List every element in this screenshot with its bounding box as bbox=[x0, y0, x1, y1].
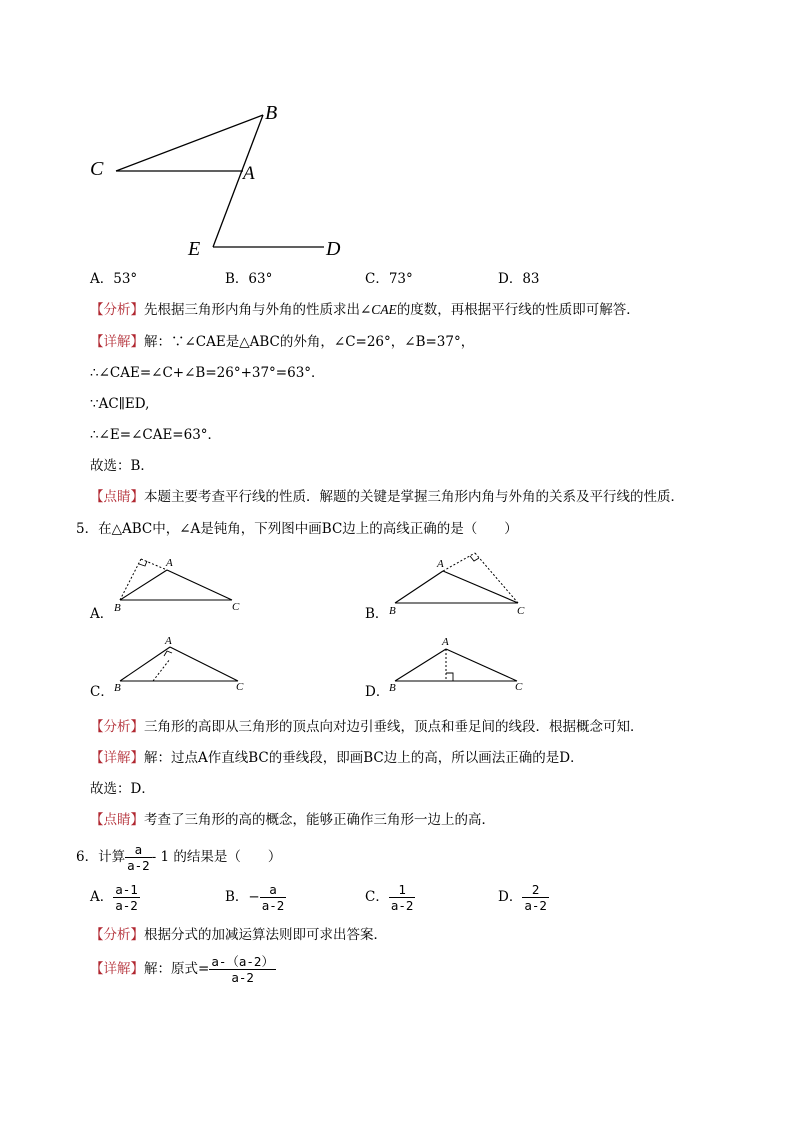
svg-text:A: A bbox=[437, 558, 444, 570]
option-label: A． bbox=[90, 889, 114, 905]
q5-comment bbox=[90, 811, 495, 829]
analysis-text: 三角形的高即从三角形的顶点向对边引垂线，顶点和垂足间的线段．根据概念可知． bbox=[144, 719, 644, 735]
svg-text:B: B bbox=[389, 605, 396, 617]
option-label: D． bbox=[498, 889, 523, 905]
label-a: A bbox=[243, 163, 255, 184]
detail-tag: 【详解】 bbox=[90, 334, 144, 350]
q5-option-b-label: B． bbox=[365, 606, 389, 622]
option-fraction: $\frac{1}{a-2}$ bbox=[390, 882, 414, 913]
svg-text:B: B bbox=[389, 682, 396, 694]
analysis-tag: 【分析】 bbox=[90, 719, 144, 735]
option-label: B． bbox=[225, 889, 249, 905]
detail-prefix: 解：原式= bbox=[144, 961, 210, 977]
q4-option-a: A．53° bbox=[90, 271, 138, 287]
q4-comment bbox=[90, 488, 684, 506]
detail-tag: 【详解】 bbox=[90, 750, 144, 766]
q6-question-suffix: - 1 的结果是（ ） bbox=[151, 849, 282, 865]
svg-text:C: C bbox=[517, 605, 525, 617]
svg-text:B: B bbox=[114, 602, 121, 614]
q6-option-c bbox=[365, 878, 415, 916]
q6-question-prefix: 6．计算 bbox=[76, 849, 126, 865]
detail-text: 解：∵∠CAE是△ABC的外角，∠C=26°，∠B=37°， bbox=[144, 334, 475, 350]
svg-text:C: C bbox=[236, 681, 244, 693]
q4-detail bbox=[90, 333, 474, 351]
svg-text:C: C bbox=[232, 601, 240, 613]
q5-figure-c bbox=[110, 633, 250, 695]
label-b: B bbox=[265, 102, 278, 124]
detail-text: 解：过点A作直线BC的垂线段，即画BC边上的高，所以画法正确的是D． bbox=[144, 750, 584, 766]
q4-option-d: D．83 bbox=[498, 271, 540, 287]
q4-detail-line-3: ∵AC∥ED, bbox=[90, 396, 150, 412]
option-fraction: $\frac{a-1}{a-2}$ bbox=[115, 882, 138, 913]
q4-detail-line-4: ∴∠E=∠CAE=63°． bbox=[90, 427, 222, 443]
analysis-tag: 【分析】 bbox=[90, 927, 144, 943]
analysis-text-2: 的度数，再根据平行线的性质即可解答． bbox=[396, 302, 640, 318]
label-d: D bbox=[326, 238, 341, 260]
q5-figure-a bbox=[110, 552, 250, 614]
svg-text:A: A bbox=[165, 635, 172, 647]
option-label: C． bbox=[365, 889, 389, 905]
q5-detail bbox=[90, 749, 584, 767]
analysis-tag: 【分析】 bbox=[90, 302, 144, 318]
q5-option-a-label: A． bbox=[90, 606, 114, 622]
detail-fraction: $\frac{a-(a-2)}{a-2}$ bbox=[211, 954, 274, 985]
q4-option-b: B．63° bbox=[225, 271, 273, 287]
svg-text:A: A bbox=[166, 557, 173, 569]
detail-tag: 【详解】 bbox=[90, 961, 144, 977]
q4-analysis bbox=[90, 301, 640, 319]
q5-figure-d bbox=[385, 633, 535, 695]
comment-text: 考查了三角形的高的概念，能够正确作三角形一边上的高． bbox=[144, 812, 495, 828]
q5-analysis bbox=[90, 718, 644, 736]
q4-choose: 故选：B． bbox=[90, 458, 154, 474]
comment-text: 本题主要考查平行线的性质．解题的关键是掌握三角形内角与外角的关系及平行线的性质． bbox=[144, 489, 684, 505]
q6-fraction bbox=[125, 842, 152, 873]
q6-fraction-numerator: a bbox=[125, 842, 152, 858]
analysis-text-1: 先根据三角形内角与外角的性质求出 bbox=[144, 302, 360, 318]
q4-option-c: C．73° bbox=[365, 271, 413, 287]
svg-text:A: A bbox=[442, 636, 449, 648]
comment-tag: 【点睛】 bbox=[90, 489, 144, 505]
segment-cb bbox=[116, 115, 263, 171]
q6-option-a bbox=[90, 878, 140, 916]
q6-option-b bbox=[225, 878, 286, 916]
q6-option-d bbox=[498, 878, 549, 916]
svg-text:C: C bbox=[515, 681, 523, 693]
q5-option-c-label: C． bbox=[90, 684, 114, 700]
figure-q4-geometry bbox=[80, 95, 360, 265]
segment-be bbox=[213, 115, 263, 247]
q5-figure-b bbox=[385, 545, 535, 617]
q5-option-d-label: D． bbox=[365, 684, 390, 700]
option-sign: − bbox=[248, 889, 260, 905]
q5-question: 5．在△ABC中，∠A是钝角，下列图中画BC边上的高线正确的是（ ） bbox=[76, 521, 518, 537]
option-fraction: $\frac{a}{a-2}$ bbox=[261, 882, 285, 913]
q4-detail-line-2: ∴∠CAE=∠C+∠B=26°+37°=63°． bbox=[90, 365, 325, 381]
svg-text:B: B bbox=[114, 682, 121, 694]
analysis-text: 根据分式的加减运算法则即可求出答案． bbox=[144, 927, 387, 943]
analysis-angle: ∠CAE bbox=[360, 302, 397, 317]
q6-analysis bbox=[90, 926, 387, 944]
comment-tag: 【点睛】 bbox=[90, 812, 144, 828]
q6-detail bbox=[90, 950, 276, 988]
label-c: C bbox=[90, 158, 104, 180]
q6-fraction-denominator: a-2 bbox=[127, 858, 150, 873]
q6-question bbox=[76, 838, 281, 876]
option-fraction: $\frac{2}{a-2}$ bbox=[524, 882, 547, 913]
q5-choose: 故选：D． bbox=[90, 781, 155, 797]
label-e: E bbox=[188, 238, 201, 260]
